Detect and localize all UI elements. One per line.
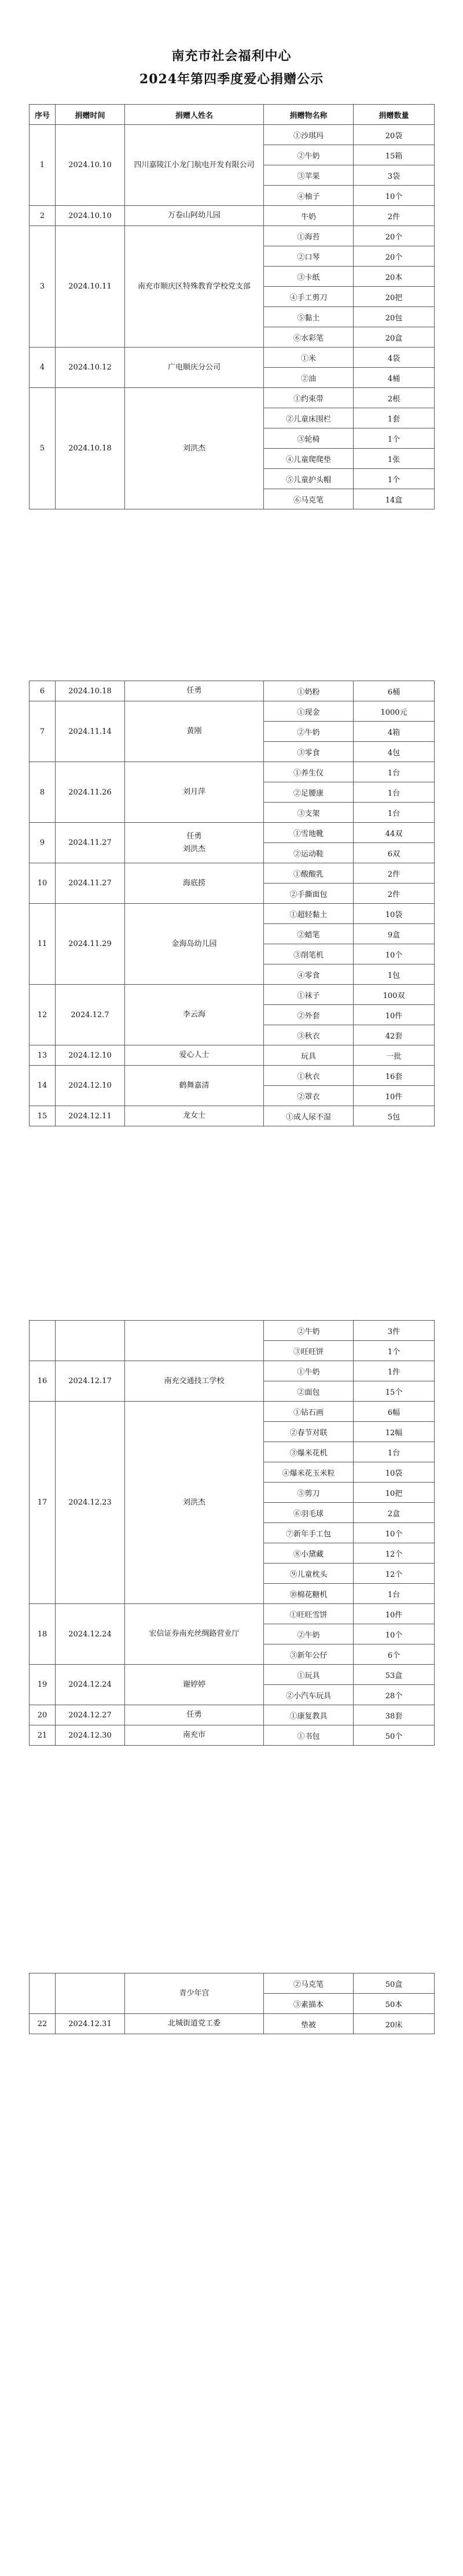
- item-name-cell: ④手工剪刀: [264, 287, 354, 307]
- table-row: [30, 206, 435, 226]
- item-quantity-cell: 10件: [354, 1604, 435, 1624]
- donor-name: 广电顺庆分公司: [167, 363, 221, 372]
- donor-name-cell: [125, 125, 264, 206]
- row-number-cell: 3: [30, 226, 56, 348]
- row-number-cell: 14: [30, 1066, 56, 1106]
- table-row: [30, 1604, 435, 1624]
- item-quantity-cell: 50盒: [354, 1973, 435, 1994]
- item-quantity-cell: 50本: [354, 1994, 435, 2014]
- column-header: 捐赠时间: [56, 105, 125, 125]
- item-quantity-cell: 15个: [354, 1381, 435, 1402]
- item-name-cell: ④爆米花玉米粒: [264, 1462, 354, 1483]
- item-quantity-cell: 28个: [354, 1685, 435, 1705]
- item-name-cell: ①钻石画: [264, 1402, 354, 1422]
- row-number-cell: 7: [30, 701, 56, 762]
- item-quantity-cell: 1套: [354, 408, 435, 428]
- item-quantity-cell: 1000元: [354, 701, 435, 722]
- donation-date-cell: 2024.12.23: [56, 1402, 125, 1604]
- donor-name-cell: [125, 762, 264, 823]
- donor-name-cell: [125, 681, 264, 701]
- page-subtitle: 2024年第四季度爱心捐赠公示: [139, 72, 324, 87]
- donation-table-3: [29, 1320, 435, 1746]
- donor-name-cell: [125, 1705, 264, 1725]
- column-header: 捐赠数量: [354, 105, 435, 125]
- table-row: [30, 1066, 435, 1086]
- donor-name-cell: [125, 1973, 264, 2014]
- item-name-cell: ⑥水彩笔: [264, 327, 354, 348]
- item-name-cell: ②牛奶: [264, 722, 354, 742]
- table-header-row: [30, 105, 435, 125]
- item-quantity-cell: 1包: [354, 964, 435, 985]
- donation-date-cell: 2024.10.10: [56, 206, 125, 226]
- item-name-cell: ③苹果: [264, 165, 354, 186]
- item-name-cell: ④儿童爬爬垫: [264, 449, 354, 469]
- donor-name: 任勇: [186, 686, 202, 695]
- item-quantity-cell: 1台: [354, 762, 435, 782]
- column-header: 序号: [30, 105, 56, 125]
- table-row: [30, 1973, 435, 1994]
- row-number-cell: 2: [30, 206, 56, 226]
- item-quantity-cell: 10把: [354, 1483, 435, 1503]
- item-quantity-cell: 1台: [354, 803, 435, 823]
- donor-name: 爱心人士: [179, 1051, 210, 1059]
- item-quantity-cell: 2盒: [354, 1503, 435, 1523]
- donation-date-cell: 2024.11.14: [56, 701, 125, 762]
- item-quantity-cell: 6幅: [354, 1402, 435, 1422]
- item-name-cell: ①牛奶: [264, 1361, 354, 1381]
- item-name-cell: ②足腰康: [264, 782, 354, 803]
- item-quantity-cell: 44双: [354, 823, 435, 843]
- item-quantity-cell: 2件: [354, 884, 435, 904]
- donor-name: 南充市顺庆区特殊教育学校党支部: [137, 282, 251, 291]
- row-number-cell: 10: [30, 863, 56, 904]
- item-quantity-cell: 20包: [354, 307, 435, 327]
- table-row: [30, 681, 435, 701]
- item-name-cell: ③新年公仔: [264, 1644, 354, 1665]
- donation-date-cell: 2024.10.10: [56, 125, 125, 206]
- item-quantity-cell: 10件: [354, 1005, 435, 1025]
- table-row: [30, 1705, 435, 1725]
- item-quantity-cell: 20床: [354, 2014, 435, 2034]
- donor-name: 李云海: [182, 1010, 205, 1019]
- item-quantity-cell: 1个: [354, 428, 435, 449]
- item-quantity-cell: 3袋: [354, 165, 435, 186]
- donor-name: 金海岛幼儿园: [171, 939, 217, 948]
- item-quantity-cell: 1个: [354, 469, 435, 489]
- table-row: [30, 348, 435, 368]
- item-quantity-cell: 100双: [354, 985, 435, 1005]
- item-name-cell: ②油: [264, 368, 354, 388]
- donor-name-cell: [125, 388, 264, 509]
- donor-name: 南充交通技工学校: [164, 1376, 225, 1385]
- item-quantity-cell: 4箱: [354, 722, 435, 742]
- item-name-cell: ⑩棉花糖机: [264, 1584, 354, 1604]
- item-quantity-cell: 12个: [354, 1564, 435, 1584]
- item-name-cell: ①雪地靴: [264, 823, 354, 843]
- donation-date-cell: [56, 1321, 125, 1361]
- item-name-cell: ②小汽车玩具: [264, 1685, 354, 1705]
- table-row: [30, 1045, 435, 1066]
- item-quantity-cell: 14盒: [354, 489, 435, 509]
- item-quantity-cell: 16套: [354, 1066, 435, 1086]
- item-name-cell: ②运动鞋: [264, 843, 354, 863]
- table-row: [30, 226, 435, 246]
- item-quantity-cell: 2根: [354, 388, 435, 408]
- donation-date-cell: 2024.12.30: [56, 1725, 125, 1746]
- donation-date-cell: 2024.12.17: [56, 1361, 125, 1402]
- item-quantity-cell: 1个: [354, 1341, 435, 1361]
- table-row: [30, 1402, 435, 1422]
- item-name-cell: ①酸酸乳: [264, 863, 354, 884]
- row-number-cell: [30, 1321, 56, 1361]
- item-name-cell: ⑤儿童护头帽: [264, 469, 354, 489]
- donor-name: 龙女士: [182, 1111, 205, 1120]
- table-row: [30, 904, 435, 924]
- item-name-cell: ②儿童床围栏: [264, 408, 354, 428]
- item-name-cell: ①海苔: [264, 226, 354, 246]
- item-quantity-cell: 6个: [354, 1644, 435, 1665]
- item-name-cell: ③支架: [264, 803, 354, 823]
- item-quantity-cell: 10袋: [354, 904, 435, 924]
- donation-date-cell: [56, 1973, 125, 2014]
- row-number-cell: 18: [30, 1604, 56, 1665]
- row-number-cell: 20: [30, 1705, 56, 1725]
- item-quantity-cell: 一批: [354, 1045, 435, 1066]
- donation-table-4: [29, 1973, 435, 2034]
- donor-name-cell: [125, 823, 264, 863]
- item-name-cell: ①书包: [264, 1725, 354, 1746]
- item-quantity-cell: 1件: [354, 1361, 435, 1381]
- donation-date-cell: 2024.11.27: [56, 823, 125, 863]
- item-name-cell: ②春节对联: [264, 1422, 354, 1442]
- donor-name-cell: [125, 1106, 264, 1126]
- item-quantity-cell: 1台: [354, 1442, 435, 1462]
- donation-date-cell: 2024.10.18: [56, 681, 125, 701]
- item-quantity-cell: 6桶: [354, 681, 435, 701]
- donor-name: 任勇: [186, 1710, 202, 1719]
- donor-name: 青少年宫: [179, 1989, 210, 1998]
- table-row: [30, 1725, 435, 1746]
- item-quantity-cell: 2件: [354, 206, 435, 226]
- item-name-cell: ①超轻黏土: [264, 904, 354, 924]
- table-row: [30, 863, 435, 884]
- item-quantity-cell: 20个: [354, 246, 435, 267]
- column-header: 捐赠人姓名: [125, 105, 264, 125]
- donation-date-cell: 2024.12.10: [56, 1045, 125, 1066]
- donation-date-cell: 2024.10.18: [56, 388, 125, 509]
- table-row: [30, 823, 435, 843]
- item-name-cell: ①旺旺雪饼: [264, 1604, 354, 1624]
- donor-name: 鹤舞嘉清: [179, 1081, 210, 1090]
- donor-name-cell: [125, 226, 264, 348]
- item-name-cell: ⑦新年手工包: [264, 1523, 354, 1543]
- donor-name-cell: [125, 1604, 264, 1665]
- item-name-cell: ⑤黏土: [264, 307, 354, 327]
- item-quantity-cell: 9盒: [354, 924, 435, 944]
- donor-name: 万卷山阿幼儿园: [167, 211, 221, 220]
- item-quantity-cell: 53盒: [354, 1665, 435, 1685]
- table-row: [30, 762, 435, 782]
- row-number-cell: 11: [30, 904, 56, 985]
- item-name-cell: 玩具: [264, 1045, 354, 1066]
- item-name-cell: ②马克笔: [264, 1973, 354, 1994]
- item-quantity-cell: 10袋: [354, 1462, 435, 1483]
- item-quantity-cell: 38套: [354, 1705, 435, 1725]
- table-row: [30, 985, 435, 1005]
- row-number-cell: 15: [30, 1106, 56, 1126]
- donation-table-2: [29, 681, 435, 1126]
- table-row: [30, 1106, 435, 1126]
- item-quantity-cell: 1台: [354, 782, 435, 803]
- item-quantity-cell: 10个: [354, 186, 435, 206]
- donation-date-cell: 2024.12.11: [56, 1106, 125, 1126]
- item-name-cell: ①秋衣: [264, 1066, 354, 1086]
- item-quantity-cell: 3件: [354, 1321, 435, 1341]
- item-name-cell: ③素描本: [264, 1994, 354, 2014]
- item-name-cell: ①沙琪玛: [264, 125, 354, 145]
- row-number-cell: 22: [30, 2014, 56, 2034]
- item-quantity-cell: 10个: [354, 944, 435, 964]
- donor-name-cell: [125, 985, 264, 1045]
- item-name-cell: ②面包: [264, 1381, 354, 1402]
- donor-name-cell: [125, 1402, 264, 1604]
- item-quantity-cell: 15箱: [354, 145, 435, 165]
- row-number-cell: 9: [30, 823, 56, 863]
- row-number-cell: 12: [30, 985, 56, 1045]
- item-name-cell: ③卡纸: [264, 267, 354, 287]
- donor-name-cell: [125, 863, 264, 904]
- item-quantity-cell: 4袋: [354, 348, 435, 368]
- donor-name-cell: [125, 1361, 264, 1402]
- item-name-cell: ②手撕面包: [264, 884, 354, 904]
- donor-name: 刘洪杰: [182, 1498, 205, 1507]
- item-name-cell: ④零食: [264, 964, 354, 985]
- item-quantity-cell: 1张: [354, 449, 435, 469]
- item-quantity-cell: 2件: [354, 863, 435, 884]
- donor-name-cell: [125, 701, 264, 762]
- table-row: [30, 388, 435, 408]
- item-quantity-cell: 4桶: [354, 368, 435, 388]
- item-name-cell: ⑥羽毛球: [264, 1503, 354, 1523]
- item-quantity-cell: 20把: [354, 287, 435, 307]
- donation-date-cell: 2024.12.24: [56, 1665, 125, 1705]
- donation-date-cell: 2024.12.24: [56, 1604, 125, 1665]
- item-name-cell: ②牛奶: [264, 145, 354, 165]
- donation-date-cell: 2024.11.27: [56, 863, 125, 904]
- table-row: [30, 1321, 435, 1341]
- item-name-cell: ②外套: [264, 1005, 354, 1025]
- donation-date-cell: 2024.11.29: [56, 904, 125, 985]
- row-number-cell: 21: [30, 1725, 56, 1746]
- item-quantity-cell: 20袋: [354, 125, 435, 145]
- item-quantity-cell: 10个: [354, 1624, 435, 1644]
- item-quantity-cell: 6双: [354, 843, 435, 863]
- row-number-cell: 16: [30, 1361, 56, 1402]
- item-quantity-cell: 50个: [354, 1725, 435, 1746]
- donation-date-cell: 2024.12.7: [56, 985, 125, 1045]
- row-number-cell: 6: [30, 681, 56, 701]
- item-name-cell: 牛奶: [264, 206, 354, 226]
- item-name-cell: ①成人尿不湿: [264, 1106, 354, 1126]
- row-number-cell: 5: [30, 388, 56, 509]
- item-name-cell: ①奶粉: [264, 681, 354, 701]
- item-name-cell: ①康复教具: [264, 1705, 354, 1725]
- donation-date-cell: 2024.12.27: [56, 1705, 125, 1725]
- donor-name: 刘洪杰: [182, 443, 205, 453]
- item-quantity-cell: 20本: [354, 267, 435, 287]
- donor-name: 海底捞: [182, 878, 205, 888]
- row-number-cell: 8: [30, 762, 56, 823]
- item-name-cell: ①袜子: [264, 985, 354, 1005]
- item-name-cell: ⑨儿童枕头: [264, 1564, 354, 1584]
- row-number-cell: 13: [30, 1045, 56, 1066]
- donor-name: 谢婷婷: [182, 1680, 205, 1689]
- item-name-cell: ②牛奶: [264, 1321, 354, 1341]
- table-row: [30, 2014, 435, 2034]
- item-quantity-cell: 1台: [354, 1584, 435, 1604]
- item-quantity-cell: 20盒: [354, 327, 435, 348]
- item-quantity-cell: 20个: [354, 226, 435, 246]
- donation-date-cell: 2024.11.26: [56, 762, 125, 823]
- donor-name-cell: [125, 348, 264, 388]
- table-row: [30, 1361, 435, 1381]
- item-name-cell: ①约束带: [264, 388, 354, 408]
- donation-date-cell: 2024.12.31: [56, 2014, 125, 2034]
- item-name-cell: 垫被: [264, 2014, 354, 2034]
- donor-name: 北城街道党工委: [167, 2019, 221, 2028]
- donation-date-cell: 2024.12.10: [56, 1066, 125, 1106]
- row-number-cell: 19: [30, 1665, 56, 1705]
- item-quantity-cell: 10个: [354, 1523, 435, 1543]
- table-row: [30, 125, 435, 145]
- item-name-cell: ③轮椅: [264, 428, 354, 449]
- donor-name-cell: [125, 1321, 264, 1361]
- table-row: [30, 701, 435, 722]
- item-name-cell: ③旺旺饼: [264, 1341, 354, 1361]
- donor-name-cell: [125, 1725, 264, 1746]
- donor-name: 宏信证券南充丝绸路营业厅: [149, 1629, 240, 1638]
- donor-name: 刘月萍: [182, 788, 205, 796]
- item-quantity-cell: 4包: [354, 742, 435, 762]
- row-number-cell: [30, 1973, 56, 2014]
- item-name-cell: ①养生仪: [264, 762, 354, 782]
- donor-name: 黄刚: [186, 727, 202, 736]
- table-row: [30, 1665, 435, 1685]
- item-name-cell: ④柚子: [264, 186, 354, 206]
- page-title: 南充市社会福利中心: [171, 49, 292, 64]
- item-name-cell: ②蜡笔: [264, 924, 354, 944]
- item-name-cell: ②口琴: [264, 246, 354, 267]
- item-name-cell: ⑤剪刀: [264, 1483, 354, 1503]
- donor-name-cell: [125, 1045, 264, 1066]
- row-number-cell: 1: [30, 125, 56, 206]
- donation-date-cell: 2024.10.12: [56, 348, 125, 388]
- item-quantity-cell: 10件: [354, 1086, 435, 1106]
- donor-name-cell: [125, 2014, 264, 2034]
- donation-table-1: [29, 104, 435, 509]
- item-name-cell: ①米: [264, 348, 354, 368]
- donor-name: 四川嘉陵江小龙门航电开发有限公司: [134, 160, 255, 169]
- item-name-cell: ③零食: [264, 742, 354, 762]
- item-name-cell: ⑥马克笔: [264, 489, 354, 509]
- donor-name-cell: [125, 1665, 264, 1705]
- item-name-cell: ①现金: [264, 701, 354, 722]
- row-number-cell: 4: [30, 348, 56, 388]
- item-name-cell: ②罩衣: [264, 1086, 354, 1106]
- item-name-cell: ⑧小黛藏: [264, 1543, 354, 1564]
- item-name-cell: ②牛奶: [264, 1624, 354, 1644]
- column-header: 捐赠物名称: [264, 105, 354, 125]
- item-name-cell: ③秋衣: [264, 1025, 354, 1045]
- donor-name-cell: [125, 206, 264, 226]
- row-number-cell: 17: [30, 1402, 56, 1604]
- item-quantity-cell: 12幅: [354, 1422, 435, 1442]
- item-quantity-cell: 12个: [354, 1543, 435, 1564]
- item-name-cell: ①玩具: [264, 1665, 354, 1685]
- donor-name-cell: [125, 1066, 264, 1106]
- donor-name-cell: [125, 904, 264, 985]
- donor-name: 南充市: [182, 1731, 205, 1739]
- donor-name: 任勇: [186, 831, 202, 841]
- donor-name: 刘洪杰: [182, 844, 205, 853]
- item-quantity-cell: 42套: [354, 1025, 435, 1045]
- donation-date-cell: 2024.10.11: [56, 226, 125, 348]
- item-name-cell: ③爆米花机: [264, 1442, 354, 1462]
- item-quantity-cell: 5包: [354, 1106, 435, 1126]
- item-name-cell: ③削笔机: [264, 944, 354, 964]
